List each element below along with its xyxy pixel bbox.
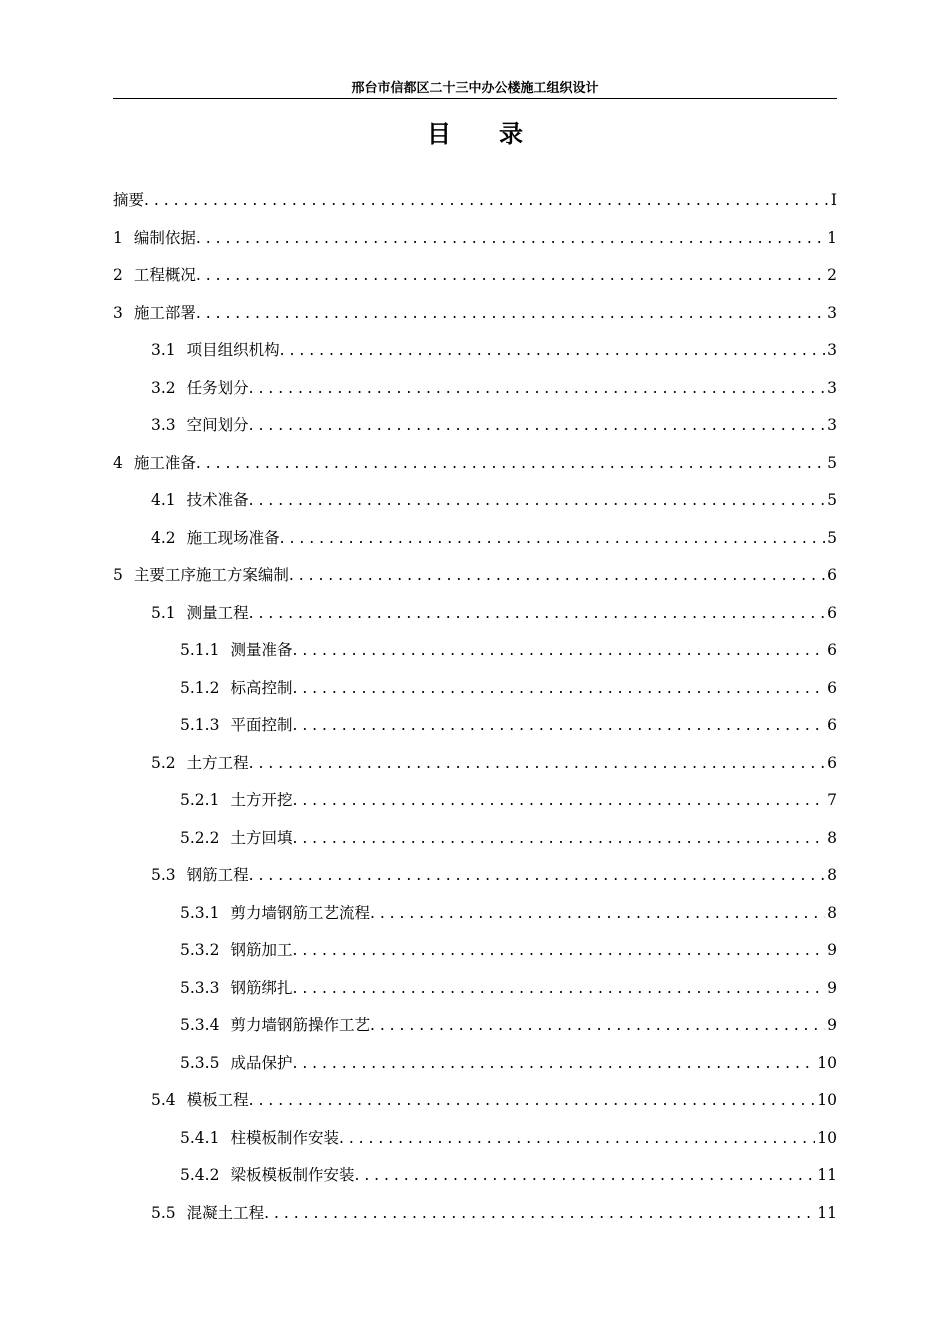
toc-entry-text: 摘要 (113, 191, 145, 209)
toc-entry-text: 项目组织机构 (186, 341, 280, 359)
toc-page-number: 8 (827, 903, 837, 922)
toc-dot-leader (292, 632, 825, 670)
toc-entry-text: 技术准备 (186, 491, 249, 509)
header-rule (113, 98, 837, 99)
toc-dot-leader (196, 257, 825, 295)
toc-entry[interactable] (113, 857, 837, 895)
toc-entry-number: 5 (113, 566, 123, 584)
toc-entry[interactable] (113, 1045, 837, 1083)
toc-page-number: 9 (827, 978, 837, 997)
toc-entry-number: 2 (113, 266, 123, 284)
toc-page-number: I (830, 191, 837, 209)
toc-dot-leader (289, 557, 825, 595)
toc-entry-text: 施工准备 (133, 453, 196, 472)
toc-dot-leader (292, 1045, 815, 1083)
toc-entry[interactable] (113, 782, 837, 820)
toc-entry-number: 5.3.1 (180, 903, 220, 922)
toc-entry-text: 施工部署 (133, 303, 196, 322)
toc-entry-number: 3.2 (151, 378, 176, 397)
toc-dot-leader (354, 1157, 815, 1195)
toc-dot-leader (292, 820, 825, 858)
toc-page-number: 2 (827, 266, 837, 284)
toc-dot-leader (249, 1082, 816, 1120)
toc-page-number: 3 (827, 378, 837, 397)
toc-dot-leader (249, 745, 825, 783)
toc-entry-text: 成品保护 (230, 1053, 293, 1072)
toc-entry[interactable] (113, 1120, 837, 1158)
running-header: 邢台市信都区二十三中办公楼施工组织设计 (351, 81, 599, 96)
toc-entry[interactable] (113, 932, 837, 970)
toc-dot-leader (370, 895, 825, 933)
toc-entry-number: 5.2.2 (180, 828, 220, 847)
toc-entry[interactable] (113, 1157, 837, 1195)
toc-page-number: 6 (827, 678, 837, 697)
toc-page-number: 6 (827, 641, 837, 659)
toc-entry-number: 5.3.4 (180, 1016, 220, 1034)
toc-page-number: 3 (827, 416, 837, 434)
toc-dot-leader (292, 970, 825, 1008)
toc-dot-leader (249, 407, 825, 445)
toc-entry-number: 4.2 (151, 528, 176, 547)
toc-page-number: 8 (827, 828, 837, 847)
toc-dot-leader (292, 782, 825, 820)
toc-page-number: 9 (827, 941, 837, 959)
toc-entry-text: 测量准备 (230, 641, 293, 659)
toc-entry-number: 5.5 (151, 1203, 176, 1222)
toc-dot-leader (249, 595, 825, 633)
toc-entry[interactable] (113, 370, 837, 408)
toc-dot-leader (249, 482, 825, 520)
toc-entry[interactable] (113, 520, 837, 558)
toc-entry[interactable] (113, 182, 837, 220)
toc-page-number: 6 (827, 566, 837, 584)
toc-dot-leader (292, 707, 825, 745)
toc-entry[interactable] (113, 445, 837, 483)
toc-entry-text: 任务划分 (186, 378, 249, 397)
toc-entry-text: 平面控制 (230, 716, 293, 734)
toc-page-number: 6 (827, 716, 837, 734)
toc-entry[interactable] (113, 595, 837, 633)
toc-entry-number: 5.4.2 (180, 1166, 220, 1184)
toc-dot-leader (292, 670, 825, 708)
toc-entry-number: 5.1.1 (180, 641, 220, 659)
toc-page-number: 3 (827, 303, 837, 322)
toc-page-number: 7 (827, 791, 837, 809)
toc-entry[interactable] (113, 745, 837, 783)
toc-page-number: 11 (817, 1166, 837, 1184)
toc-entry[interactable] (113, 1007, 837, 1045)
toc-page-number: 6 (827, 603, 837, 622)
toc-entry-text: 主要工序施工方案编制 (133, 566, 289, 584)
toc-entry-number: 1 (113, 228, 123, 247)
toc-dot-leader (249, 857, 825, 895)
toc-entry[interactable] (113, 257, 837, 295)
toc-entry[interactable] (113, 1195, 837, 1233)
toc-entry-text: 测量工程 (186, 603, 249, 622)
toc-entry[interactable] (113, 482, 837, 520)
toc-entry[interactable] (113, 220, 837, 258)
toc-entry-text: 土方开挖 (230, 791, 293, 809)
toc-entry-text: 工程概况 (133, 266, 196, 284)
toc-entry-number: 5.1.3 (180, 716, 220, 734)
toc-dot-leader (280, 520, 825, 558)
toc-entry-text: 施工现场准备 (186, 528, 280, 547)
toc-entry-text: 模板工程 (186, 1091, 249, 1109)
toc-entry-text: 钢筋工程 (186, 866, 249, 884)
toc-entry-number: 5.2 (151, 753, 176, 772)
toc-title: 目录 (427, 120, 571, 148)
toc-dot-leader (370, 1007, 825, 1045)
toc-page-number: 1 (827, 228, 837, 247)
toc-entry-number: 5.3.5 (180, 1053, 220, 1072)
toc-page-number: 9 (827, 1016, 837, 1034)
toc-entry-text: 钢筋加工 (230, 941, 293, 959)
toc-dot-leader (144, 182, 829, 220)
toc-entry[interactable] (113, 670, 837, 708)
toc-entry[interactable] (113, 332, 837, 370)
toc-entry-number: 5.1.2 (180, 678, 220, 697)
toc-entry[interactable] (113, 632, 837, 670)
toc-entry-text: 剪力墙钢筋操作工艺 (230, 1016, 370, 1034)
toc-dot-leader (196, 295, 825, 333)
toc-entry-text: 土方工程 (186, 753, 249, 772)
toc-page-number: 5 (827, 491, 837, 509)
toc-list (113, 182, 837, 1232)
toc-entry-number: 4 (113, 453, 123, 472)
toc-entry[interactable] (113, 295, 837, 333)
toc-entry-text: 编制依据 (133, 228, 196, 247)
toc-entry[interactable] (113, 895, 837, 933)
toc-dot-leader (264, 1195, 815, 1233)
toc-entry[interactable] (113, 407, 837, 445)
toc-entry-text: 土方回填 (230, 828, 293, 847)
toc-page-number: 6 (827, 753, 837, 772)
toc-entry-number: 3.3 (151, 416, 176, 434)
toc-entry-text: 梁板模板制作安装 (230, 1166, 355, 1184)
toc-page-number: 11 (817, 1203, 837, 1222)
toc-entry-number: 5.4.1 (180, 1128, 220, 1147)
toc-entry-number: 5.2.1 (180, 791, 220, 809)
toc-entry-number: 5.3.3 (180, 978, 220, 997)
toc-entry-number: 4.1 (151, 491, 176, 509)
toc-dot-leader (339, 1120, 815, 1158)
toc-page-number: 10 (817, 1128, 837, 1147)
toc-entry-text: 剪力墙钢筋工艺流程 (230, 903, 370, 922)
toc-entry-number: 5.1 (151, 603, 176, 622)
toc-page-number: 8 (827, 866, 837, 884)
toc-entry[interactable] (113, 707, 837, 745)
toc-page-number: 3 (827, 341, 837, 359)
toc-entry-text: 空间划分 (186, 416, 249, 434)
toc-entry-number: 5.4 (151, 1091, 176, 1109)
toc-dot-leader (280, 332, 825, 370)
toc-dot-leader (196, 445, 825, 483)
toc-page-number: 5 (827, 453, 837, 472)
toc-entry[interactable] (113, 820, 837, 858)
toc-dot-leader (292, 932, 825, 970)
toc-entry[interactable] (113, 557, 837, 595)
toc-entry-text: 混凝土工程 (186, 1203, 265, 1222)
toc-entry-number: 3.1 (151, 341, 176, 359)
toc-dot-leader (196, 220, 825, 258)
toc-entry-number: 5.3.2 (180, 941, 220, 959)
toc-page-number: 10 (817, 1053, 837, 1072)
toc-entry-number: 3 (113, 303, 123, 322)
toc-dot-leader (249, 370, 825, 408)
toc-page-number: 10 (817, 1091, 837, 1109)
toc-entry-text: 钢筋绑扎 (230, 978, 293, 997)
toc-entry-text: 柱模板制作安装 (230, 1128, 339, 1147)
toc-page-number: 5 (827, 528, 837, 547)
toc-entry[interactable] (113, 970, 837, 1008)
toc-entry-number: 5.3 (151, 866, 176, 884)
toc-entry-text: 标高控制 (230, 678, 293, 697)
toc-entry[interactable] (113, 1082, 837, 1120)
